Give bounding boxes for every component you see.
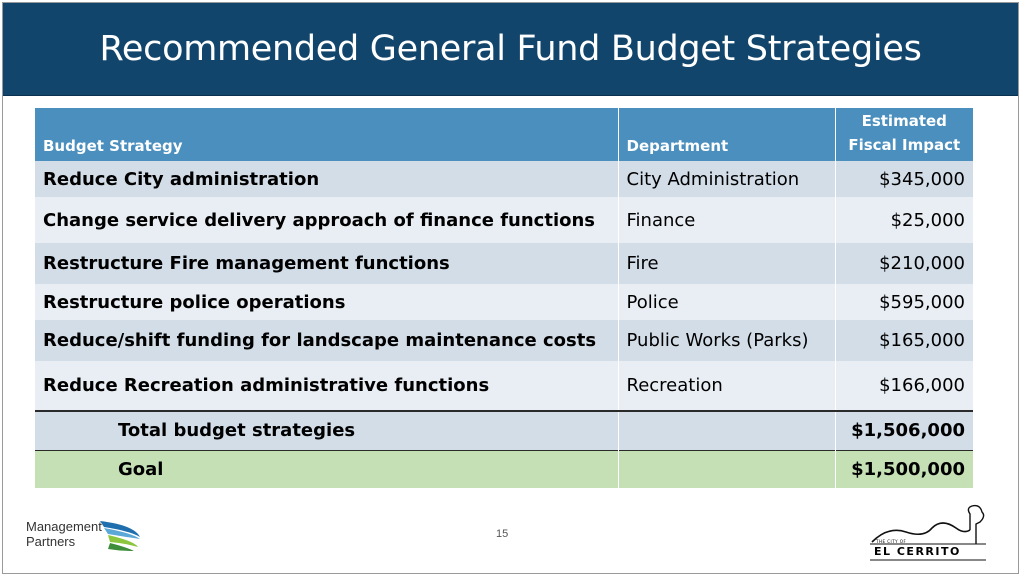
- budget-strategies-table: [35, 108, 973, 488]
- department-cell: Police: [618, 284, 835, 320]
- department-cell: City Administration: [618, 161, 835, 197]
- table-row: [35, 284, 973, 320]
- el-cerrito-logo: [866, 504, 996, 564]
- title-bar: [3, 3, 1018, 96]
- table-header-row: [35, 108, 973, 161]
- impact-cell: $210,000: [835, 243, 973, 284]
- department-cell: Fire: [618, 243, 835, 284]
- goal-row: [35, 450, 973, 488]
- impact-cell: $595,000: [835, 284, 973, 320]
- department-cell: Public Works (Parks): [618, 320, 835, 361]
- header-fiscal-impact-line2: Fiscal Impact: [848, 136, 961, 154]
- table-row: [35, 361, 973, 411]
- header-department: Department: [618, 108, 835, 161]
- slide-title: Recommended General Fund Budget Strategies: [99, 29, 922, 69]
- logo-line-1: Management: [26, 519, 102, 534]
- goal-label: Goal: [35, 450, 618, 488]
- total-impact: $1,506,000: [835, 411, 973, 450]
- el-cerrito-small-text: THE CITY OF: [876, 539, 907, 544]
- header-fiscal-impact-line1: Estimated: [861, 112, 947, 130]
- impact-cell: $166,000: [835, 361, 973, 411]
- header-budget-strategy: Budget Strategy: [35, 108, 618, 161]
- strategy-cell: Reduce/shift funding for landscape maintenance costs: [35, 320, 618, 361]
- goal-department: [618, 450, 835, 488]
- strategy-cell: Reduce Recreation administrative functions: [35, 361, 618, 411]
- logo-line-2: Partners: [26, 534, 76, 549]
- header-fiscal-impact: [835, 108, 973, 161]
- table-row: [35, 243, 973, 284]
- impact-cell: $165,000: [835, 320, 973, 361]
- department-cell: Finance: [618, 197, 835, 243]
- page-number: 15: [496, 528, 509, 540]
- el-cerrito-name: EL CERRITO: [874, 545, 961, 558]
- table-row: [35, 161, 973, 197]
- strategy-cell: Change service delivery approach of finance functions: [35, 197, 618, 243]
- strategy-cell: Restructure Fire management functions: [35, 243, 618, 284]
- management-partners-logo: [22, 515, 152, 563]
- department-cell: Recreation: [618, 361, 835, 411]
- impact-cell: $25,000: [835, 197, 973, 243]
- goal-impact: $1,500,000: [835, 450, 973, 488]
- impact-cell: $345,000: [835, 161, 973, 197]
- strategy-cell: Reduce City administration: [35, 161, 618, 197]
- total-row: [35, 411, 973, 450]
- strategy-cell: Restructure police operations: [35, 284, 618, 320]
- total-label: Total budget strategies: [35, 411, 618, 450]
- table-row: [35, 197, 973, 243]
- swoosh-icon: [22, 515, 152, 563]
- table-row: [35, 320, 973, 361]
- total-department: [618, 411, 835, 450]
